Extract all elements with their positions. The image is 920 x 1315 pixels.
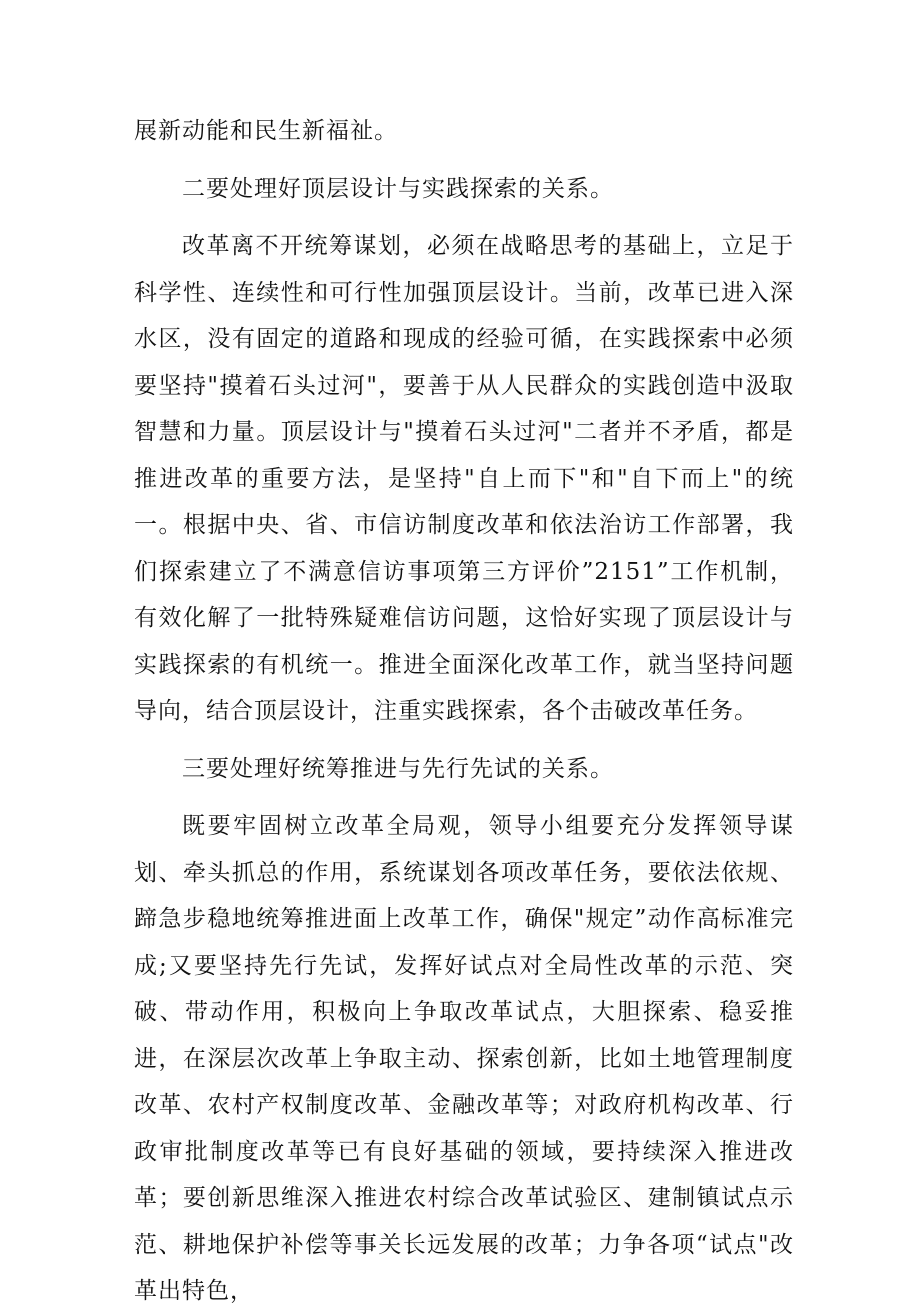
paragraph-continuation: 展新动能和民生新福祉。 bbox=[134, 118, 398, 144]
document-body bbox=[134, 108, 794, 1315]
section-heading-two: 二要处理好顶层设计与实践探索的关系。 bbox=[182, 175, 614, 202]
section-heading-three: 三要处理好统筹推进与先行先试的关系。 bbox=[182, 755, 614, 782]
paragraph-top-level-design: 改革离不开统筹谋划，必须在战略思考的基础上，立足于科学性、连续性和可行性加强顶层设计。当前，改革已进入深水区，没有固定的道路和现成的经验可循，在实践探索中必须要坚持"摸着石头过河"，要善于从人民群众的实践创造中汲取智慧和力量。顶层设计与"摸着石头过河"二者并不矛盾，都是推进改革的重要方法，是坚持"自上而下"和"自下而上"的统一。根据中央、省、市信访制度改革和依法治访工作部署，我们探索建立了不满意信访事项第三方评价”2151”工作机制，有效化解了一批特殊疑难信访问题，这恰好实现了顶层设计与实践探索的有机统一。推进全面深化改革工作，就当坚持问题导向，结合顶层设计，注重实践探索，各个击破改革任务。 bbox=[134, 233, 794, 724]
paragraph-pilot-reform: 既要牢固树立改革全局观，领导小组要充分发挥领导谋划、牵头抓总的作用，系统谋划各项改革任务，要依法依规、蹄急步稳地统筹推进面上改革工作，确保"规定”动作高标准完成;又要坚持先行先试，发挥好试点对全局性改革的示范、突破、带动作用，积极向上争取改革试点，大胆探索、稳妥推进，在深层次改革上争取主动、探索创新，比如土地管理制度改革、农村产权制度改革、金融改革等；对政府机构改革、行政审批制度改革等已有良好基础的领域，要持续深入推进改革；要创新思维深入推进农村综合改革试验区、建制镇试点示范、耕地保护补偿等事关长远发展的改革；力争各项“试点"改革出特色， bbox=[134, 813, 794, 1304]
